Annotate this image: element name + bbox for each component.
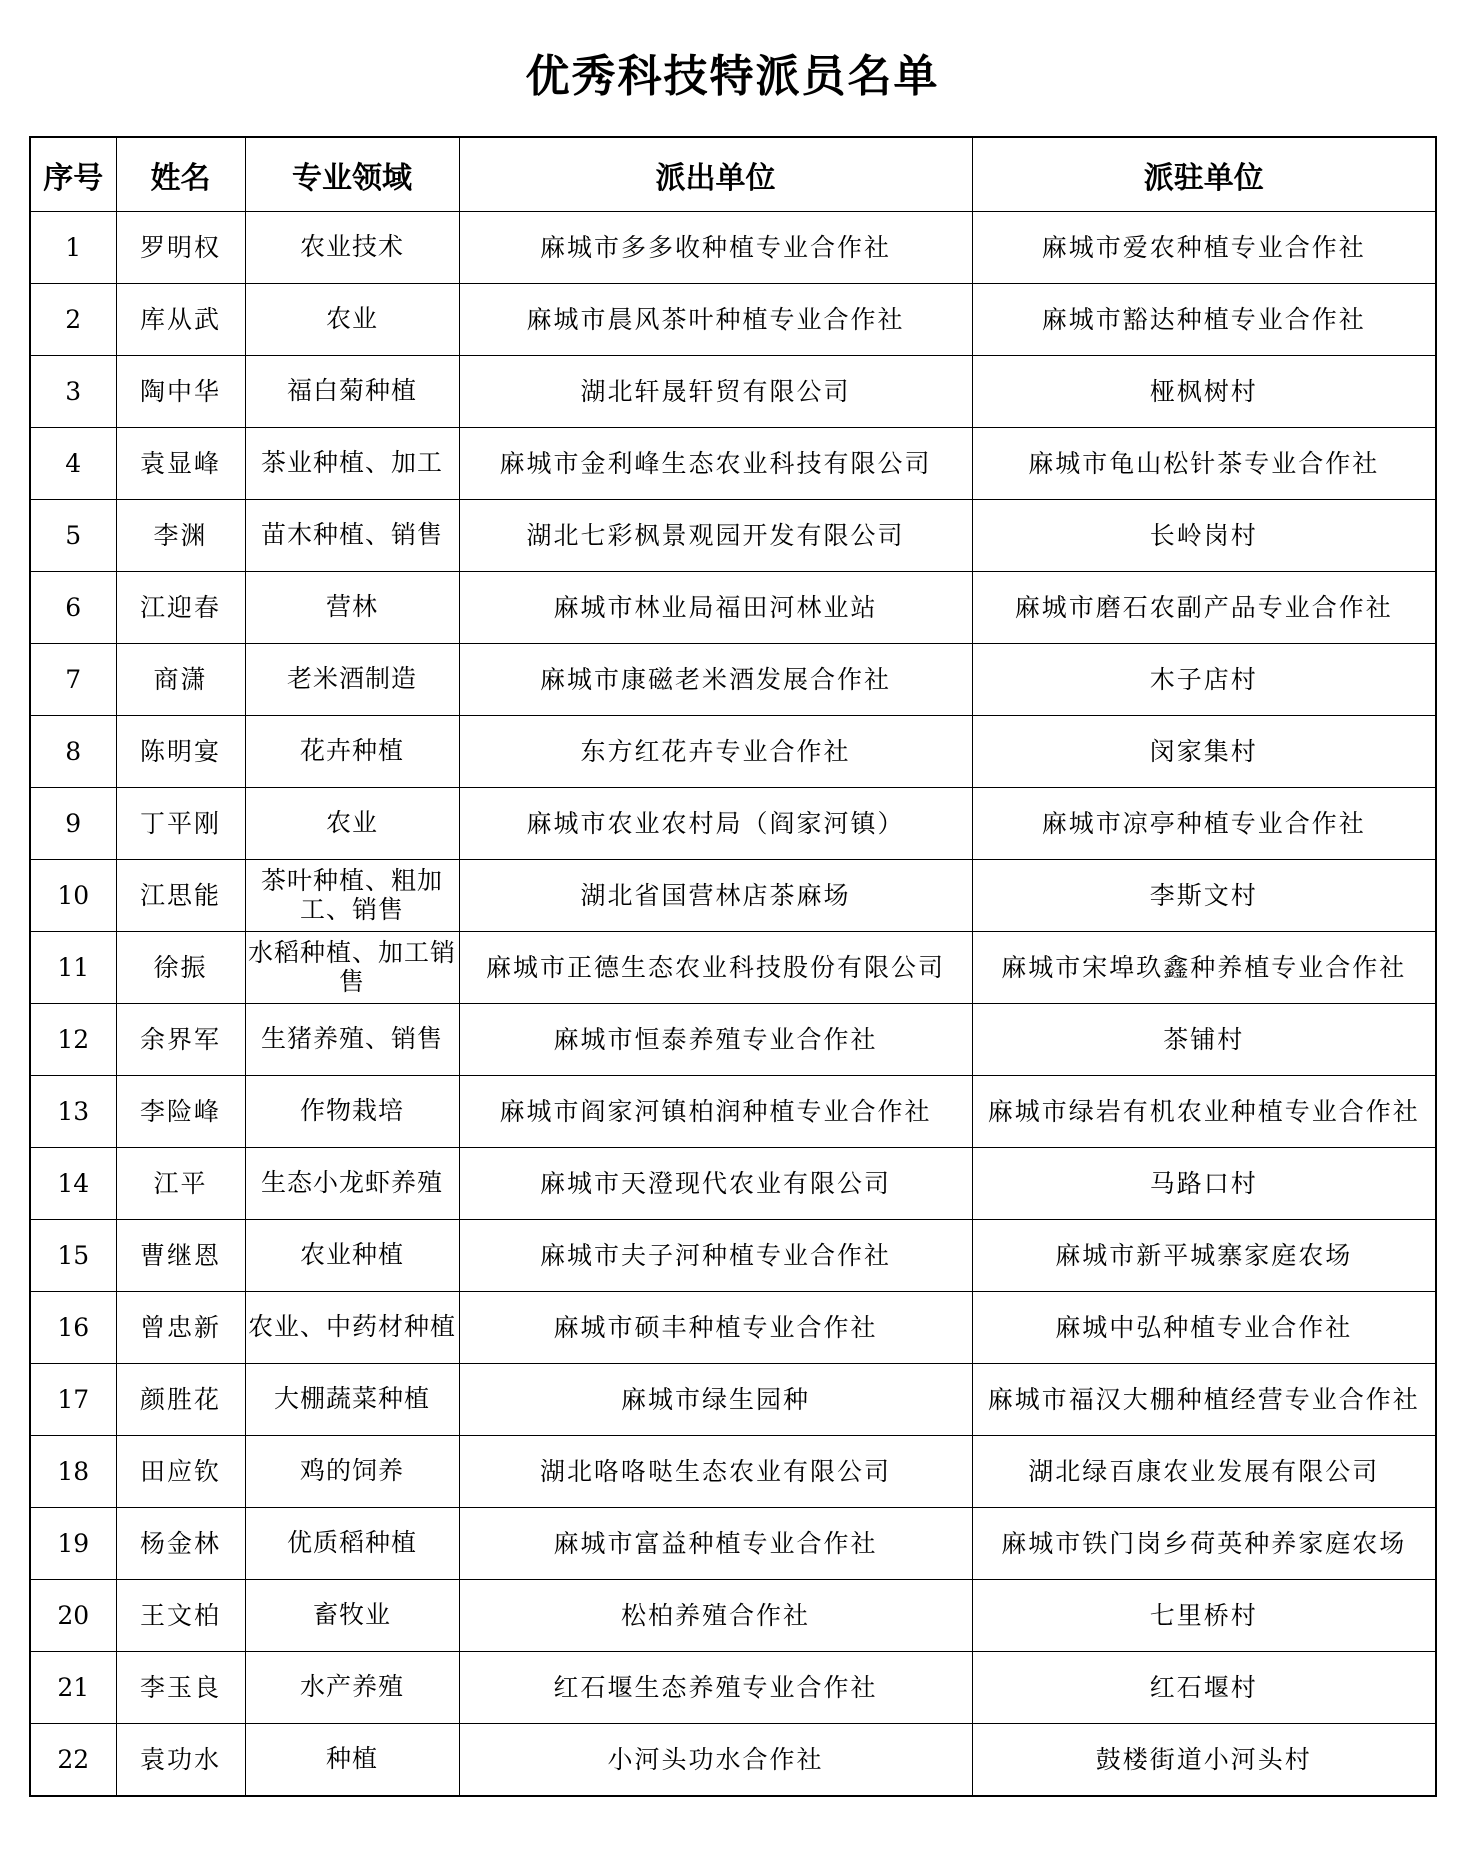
table-row bbox=[30, 1508, 1436, 1580]
cell-index: 17 bbox=[30, 1364, 116, 1436]
cell-station-unit: 闵家集村 bbox=[972, 716, 1436, 788]
header-field: 专业领域 bbox=[245, 137, 459, 212]
cell-dispatch-unit: 麻城市多多收种植专业合作社 bbox=[459, 212, 972, 284]
cell-dispatch-unit: 松柏养殖合作社 bbox=[459, 1580, 972, 1652]
table-header-row bbox=[30, 137, 1436, 212]
cell-name: 王文柏 bbox=[116, 1580, 245, 1652]
cell-index: 18 bbox=[30, 1436, 116, 1508]
cell-index: 5 bbox=[30, 500, 116, 572]
cell-dispatch-unit: 麻城市晨风茶叶种植专业合作社 bbox=[459, 284, 972, 356]
cell-name: 袁功水 bbox=[116, 1724, 245, 1797]
cell-field: 茶叶种植、粗加工、销售 bbox=[245, 860, 459, 932]
cell-station-unit: 麻城市凉亭种植专业合作社 bbox=[972, 788, 1436, 860]
cell-field: 茶业种植、加工 bbox=[245, 428, 459, 500]
cell-field: 农业、中药材种植 bbox=[245, 1292, 459, 1364]
cell-field: 农业 bbox=[245, 788, 459, 860]
cell-name: 陶中华 bbox=[116, 356, 245, 428]
cell-dispatch-unit: 湖北省国营林店茶麻场 bbox=[459, 860, 972, 932]
table-row bbox=[30, 860, 1436, 932]
cell-index: 4 bbox=[30, 428, 116, 500]
cell-dispatch-unit: 麻城市金利峰生态农业科技有限公司 bbox=[459, 428, 972, 500]
cell-station-unit: 麻城市龟山松针茶专业合作社 bbox=[972, 428, 1436, 500]
cell-name: 商潇 bbox=[116, 644, 245, 716]
cell-station-unit: 麻城市绿岩有机农业种植专业合作社 bbox=[972, 1076, 1436, 1148]
cell-index: 13 bbox=[30, 1076, 116, 1148]
cell-station-unit: 麻城中弘种植专业合作社 bbox=[972, 1292, 1436, 1364]
cell-name: 李渊 bbox=[116, 500, 245, 572]
cell-dispatch-unit: 红石堰生态养殖专业合作社 bbox=[459, 1652, 972, 1724]
cell-name: 陈明宴 bbox=[116, 716, 245, 788]
table-row bbox=[30, 1580, 1436, 1652]
cell-field: 水稻种植、加工销售 bbox=[245, 932, 459, 1004]
cell-field: 生态小龙虾养殖 bbox=[245, 1148, 459, 1220]
cell-station-unit: 桠枫树村 bbox=[972, 356, 1436, 428]
cell-index: 11 bbox=[30, 932, 116, 1004]
cell-name: 江迎春 bbox=[116, 572, 245, 644]
cell-station-unit: 麻城市宋埠玖鑫种养植专业合作社 bbox=[972, 932, 1436, 1004]
table-row bbox=[30, 284, 1436, 356]
cell-field: 福白菊种植 bbox=[245, 356, 459, 428]
cell-name: 杨金林 bbox=[116, 1508, 245, 1580]
header-dispatch-unit: 派出单位 bbox=[459, 137, 972, 212]
cell-index: 2 bbox=[30, 284, 116, 356]
cell-name: 袁显峰 bbox=[116, 428, 245, 500]
cell-dispatch-unit: 东方红花卉专业合作社 bbox=[459, 716, 972, 788]
table-row bbox=[30, 1724, 1436, 1797]
cell-dispatch-unit: 湖北轩晟轩贸有限公司 bbox=[459, 356, 972, 428]
table-row bbox=[30, 1076, 1436, 1148]
cell-name: 江平 bbox=[116, 1148, 245, 1220]
cell-field: 花卉种植 bbox=[245, 716, 459, 788]
cell-index: 8 bbox=[30, 716, 116, 788]
cell-field: 农业技术 bbox=[245, 212, 459, 284]
cell-index: 7 bbox=[30, 644, 116, 716]
cell-index: 16 bbox=[30, 1292, 116, 1364]
cell-station-unit: 七里桥村 bbox=[972, 1580, 1436, 1652]
cell-name: 罗明权 bbox=[116, 212, 245, 284]
cell-station-unit: 麻城市新平城寨家庭农场 bbox=[972, 1220, 1436, 1292]
cell-index: 22 bbox=[30, 1724, 116, 1797]
cell-name: 库从武 bbox=[116, 284, 245, 356]
table-row bbox=[30, 1292, 1436, 1364]
cell-name: 李玉良 bbox=[116, 1652, 245, 1724]
table-row bbox=[30, 1220, 1436, 1292]
cell-field: 营林 bbox=[245, 572, 459, 644]
cell-field: 生猪养殖、销售 bbox=[245, 1004, 459, 1076]
table-row bbox=[30, 644, 1436, 716]
cell-station-unit: 长岭岗村 bbox=[972, 500, 1436, 572]
cell-index: 9 bbox=[30, 788, 116, 860]
cell-dispatch-unit: 麻城市正德生态农业科技股份有限公司 bbox=[459, 932, 972, 1004]
cell-index: 15 bbox=[30, 1220, 116, 1292]
cell-name: 曹继恩 bbox=[116, 1220, 245, 1292]
header-name: 姓名 bbox=[116, 137, 245, 212]
cell-index: 20 bbox=[30, 1580, 116, 1652]
cell-station-unit: 麻城市豁达种植专业合作社 bbox=[972, 284, 1436, 356]
cell-dispatch-unit: 湖北咯咯哒生态农业有限公司 bbox=[459, 1436, 972, 1508]
cell-station-unit: 鼓楼街道小河头村 bbox=[972, 1724, 1436, 1797]
cell-dispatch-unit: 麻城市农业农村局（阎家河镇） bbox=[459, 788, 972, 860]
specialist-table bbox=[29, 136, 1437, 1797]
table-row bbox=[30, 716, 1436, 788]
cell-dispatch-unit: 麻城市康磁老米酒发展合作社 bbox=[459, 644, 972, 716]
cell-field: 水产养殖 bbox=[245, 1652, 459, 1724]
cell-field: 大棚蔬菜种植 bbox=[245, 1364, 459, 1436]
cell-dispatch-unit: 湖北七彩枫景观园开发有限公司 bbox=[459, 500, 972, 572]
cell-dispatch-unit: 麻城市林业局福田河林业站 bbox=[459, 572, 972, 644]
table-row bbox=[30, 1652, 1436, 1724]
cell-dispatch-unit: 麻城市夫子河种植专业合作社 bbox=[459, 1220, 972, 1292]
cell-field: 苗木种植、销售 bbox=[245, 500, 459, 572]
cell-station-unit: 李斯文村 bbox=[972, 860, 1436, 932]
cell-field: 优质稻种植 bbox=[245, 1508, 459, 1580]
table-row bbox=[30, 1364, 1436, 1436]
table-row bbox=[30, 356, 1436, 428]
cell-station-unit: 木子店村 bbox=[972, 644, 1436, 716]
cell-name: 徐振 bbox=[116, 932, 245, 1004]
cell-station-unit: 茶铺村 bbox=[972, 1004, 1436, 1076]
cell-name: 颜胜花 bbox=[116, 1364, 245, 1436]
page-title: 优秀科技特派员名单 bbox=[525, 51, 940, 102]
table-row bbox=[30, 500, 1436, 572]
table-row bbox=[30, 428, 1436, 500]
cell-field: 农业种植 bbox=[245, 1220, 459, 1292]
cell-station-unit: 麻城市爱农种植专业合作社 bbox=[972, 212, 1436, 284]
cell-name: 曾忠新 bbox=[116, 1292, 245, 1364]
table-row bbox=[30, 1004, 1436, 1076]
cell-dispatch-unit: 麻城市富益种植专业合作社 bbox=[459, 1508, 972, 1580]
header-station-unit: 派驻单位 bbox=[972, 137, 1436, 212]
cell-index: 21 bbox=[30, 1652, 116, 1724]
cell-dispatch-unit: 麻城市阎家河镇柏润种植专业合作社 bbox=[459, 1076, 972, 1148]
cell-station-unit: 马路口村 bbox=[972, 1148, 1436, 1220]
cell-field: 农业 bbox=[245, 284, 459, 356]
cell-dispatch-unit: 小河头功水合作社 bbox=[459, 1724, 972, 1797]
table-row bbox=[30, 788, 1436, 860]
cell-station-unit: 红石堰村 bbox=[972, 1652, 1436, 1724]
table-row bbox=[30, 932, 1436, 1004]
table-row bbox=[30, 572, 1436, 644]
cell-index: 1 bbox=[30, 212, 116, 284]
cell-name: 江思能 bbox=[116, 860, 245, 932]
cell-field: 鸡的饲养 bbox=[245, 1436, 459, 1508]
cell-station-unit: 麻城市磨石农副产品专业合作社 bbox=[972, 572, 1436, 644]
cell-field: 作物栽培 bbox=[245, 1076, 459, 1148]
cell-index: 10 bbox=[30, 860, 116, 932]
cell-station-unit: 湖北绿百康农业发展有限公司 bbox=[972, 1436, 1436, 1508]
cell-index: 6 bbox=[30, 572, 116, 644]
table-row bbox=[30, 1436, 1436, 1508]
cell-name: 丁平刚 bbox=[116, 788, 245, 860]
cell-field: 老米酒制造 bbox=[245, 644, 459, 716]
cell-dispatch-unit: 麻城市硕丰种植专业合作社 bbox=[459, 1292, 972, 1364]
cell-station-unit: 麻城市福汉大棚种植经营专业合作社 bbox=[972, 1364, 1436, 1436]
cell-dispatch-unit: 麻城市恒泰养殖专业合作社 bbox=[459, 1004, 972, 1076]
table-row bbox=[30, 1148, 1436, 1220]
cell-name: 余界军 bbox=[116, 1004, 245, 1076]
cell-station-unit: 麻城市铁门岗乡荷英种养家庭农场 bbox=[972, 1508, 1436, 1580]
cell-dispatch-unit: 麻城市绿生园种 bbox=[459, 1364, 972, 1436]
header-index: 序号 bbox=[30, 137, 116, 212]
cell-field: 种植 bbox=[245, 1724, 459, 1797]
cell-index: 12 bbox=[30, 1004, 116, 1076]
cell-name: 田应钦 bbox=[116, 1436, 245, 1508]
cell-index: 3 bbox=[30, 356, 116, 428]
table-row bbox=[30, 212, 1436, 284]
cell-index: 14 bbox=[30, 1148, 116, 1220]
cell-index: 19 bbox=[30, 1508, 116, 1580]
table-body bbox=[30, 212, 1436, 1797]
cell-dispatch-unit: 麻城市天澄现代农业有限公司 bbox=[459, 1148, 972, 1220]
cell-field: 畜牧业 bbox=[245, 1580, 459, 1652]
cell-name: 李险峰 bbox=[116, 1076, 245, 1148]
